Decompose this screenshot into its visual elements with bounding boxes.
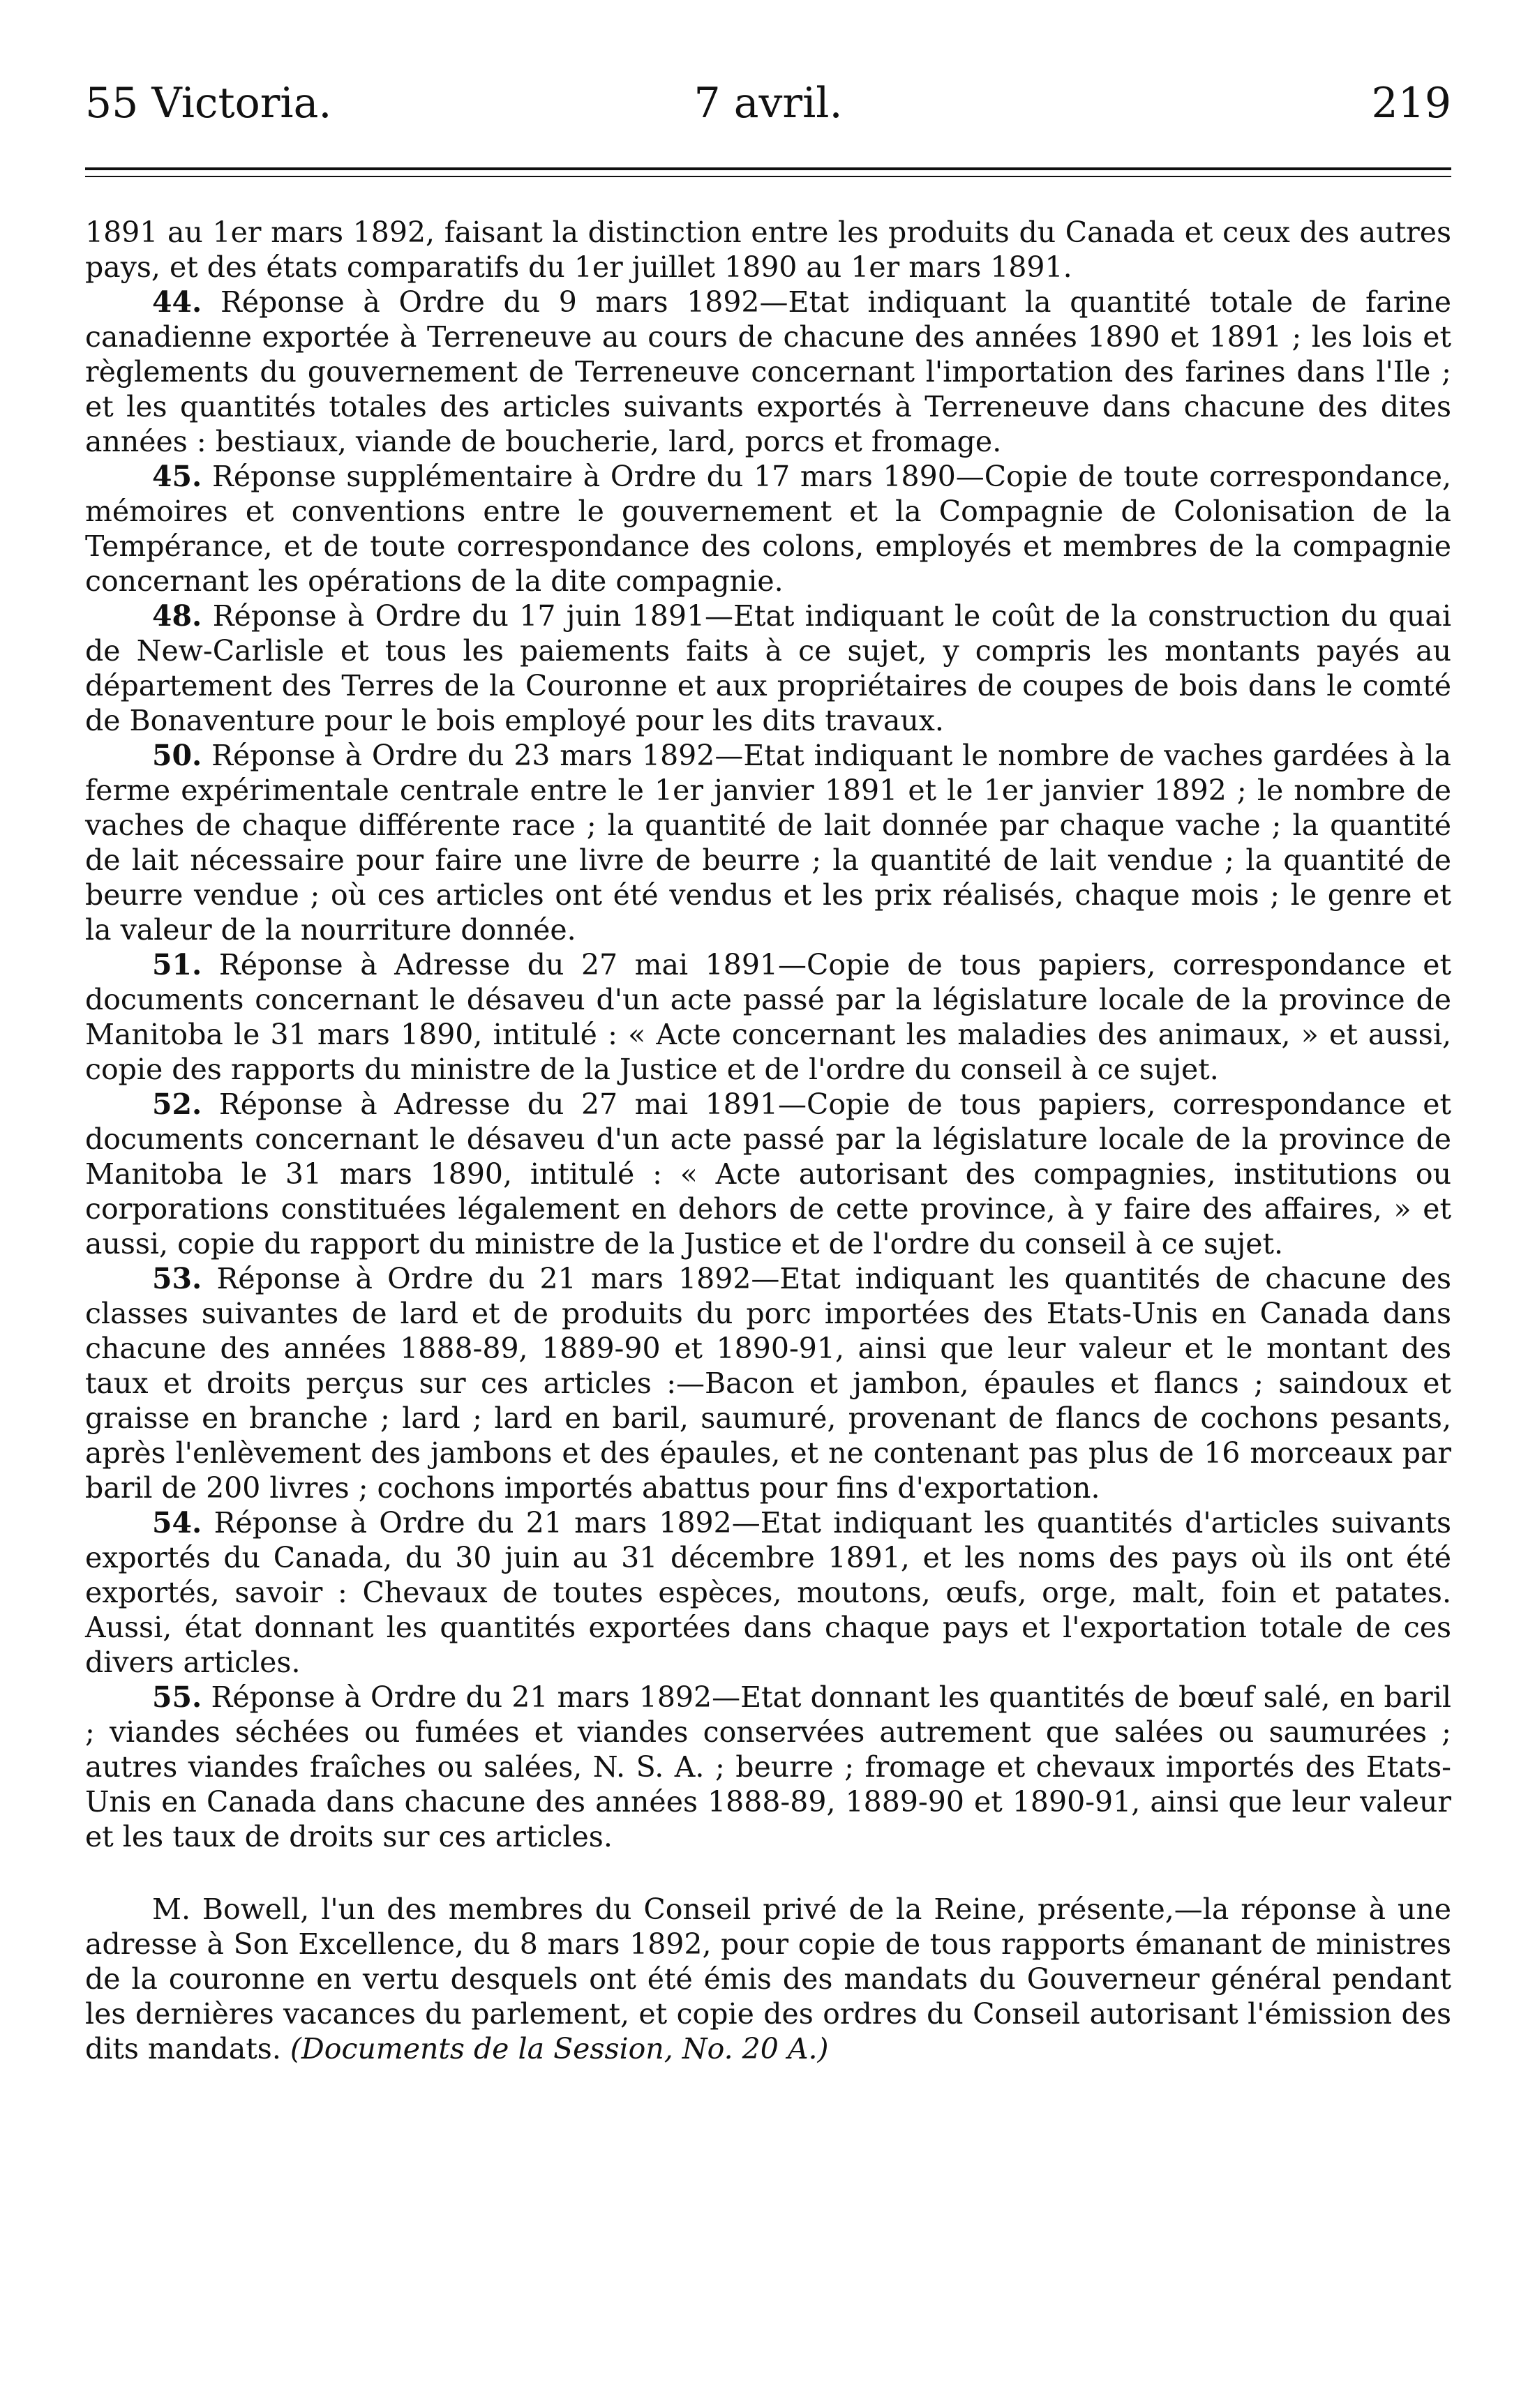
- item-number: 45.: [152, 460, 202, 493]
- item-text: Réponse à Ordre du 21 mars 1892—Etat donnant les quantités de bœuf salé, en baril ; viandes séchées ou fumées et viandes conservées autrement que salées ou saumurées ; autres viandes fraîches ou salées, N. S. A. ; beurre ; fromage et chevaux importés des Etats-Unis en Canada dans chacune des années 1888-89, 1889-90 et 1890-91, ainsi que leur valeur et les taux de droits sur ces articles.: [85, 1680, 1451, 1853]
- paragraph-item-45: [85, 459, 1451, 599]
- paragraph-item-52: [85, 1087, 1451, 1261]
- item-number: 55.: [152, 1680, 202, 1714]
- header-rule-thin: [85, 176, 1451, 177]
- item-number: 44.: [152, 285, 202, 319]
- paragraph-continuation: 1891 au 1er mars 1892, faisant la distinction entre les produits du Canada et ceux des autres pays, et des états comparatifs du 1er juillet 1890 au 1er mars 1891.: [85, 216, 1451, 284]
- item-text: Réponse supplémentaire à Ordre du 17 mars 1890—Copie de toute correspondance, mémoires et conventions entre le gouvernement et la Compagnie de Colonisation de la Tempérance, et de toute correspondance des colons, employés et membres de la compagnie concernant les opérations de la dite compagnie.: [85, 460, 1451, 598]
- item-number: 48.: [152, 599, 202, 633]
- page-header: [85, 75, 1451, 131]
- paragraph-item-53: [85, 1261, 1451, 1505]
- item-text: Réponse à Ordre du 17 juin 1891—Etat indiquant le coût de la construction du quai de New-Carlisle et tous les paiements faits à ce sujet, y compris les montants payés au département des Terres de la Couronne et aux propriétaires de coupes de bois dans le comté de Bonaventure pour le bois employé pour les dits travaux.: [85, 599, 1451, 737]
- header-rule-thick: [85, 167, 1451, 170]
- page-body: [85, 215, 1451, 2066]
- item-text: Réponse à Ordre du 21 mars 1892—Etat indiquant les quantités de chacune des classes suivantes de lard et de produits du porc importées des Etats-Unis en Canada dans chacune des années 1888-89, 1889-90 et 1890-91, ainsi que leur valeur et le montant des taux et droits perçus sur ces articles :—Bacon et jambon, épaules et flancs ; saindoux et graisse en branche ; lard ; lard en baril, saumuré, provenant de flancs de cochons pesants, après l'enlèvement des jambons et des épaules, et ne contenant pas plus de 16 morceaux par baril de 200 livres ; cochons importés abattus pour fins d'exportation.: [85, 1262, 1451, 1505]
- item-number: 52.: [152, 1088, 202, 1121]
- item-text: Réponse à Ordre du 23 mars 1892—Etat indiquant le nombre de vaches gardées à la ferme expérimentale centrale entre le 1er janvier 1891 et le 1er janvier 1892 ; le nombre de vaches de chaque différente race ; la quantité de lait donnée par chaque vache ; la quantité de lait nécessaire pour faire une livre de beurre ; la quantité de lait vendue ; la quantité de beurre vendue ; où ces articles ont été vendus et les prix réalisés, chaque mois ; le genre et la valeur de la nourriture donnée.: [85, 739, 1451, 947]
- paragraph-item-54: [85, 1505, 1451, 1680]
- closing-text: M. Bowell, l'un des membres du Conseil privé de la Reine, présente,—la réponse à une adresse à Son Excellence, du 8 mars 1892, pour copie de tous rapports émanant de ministres de la couronne en vertu desquels ont été émis des mandats du Gouverneur général pendant les dernières vacances du parlement, et copie des ordres du Conseil autorisant l'émission des dits mandats.: [85, 1892, 1451, 2065]
- header-date: 7 avril.: [694, 79, 843, 128]
- session-document-reference: (Documents de la Session, No. 20 A.): [290, 2032, 829, 2065]
- closing-paragraph: [85, 1892, 1451, 2066]
- item-text: Réponse à Adresse du 27 mai 1891—Copie de tous papiers, correspondance et documents concernant le désaveu d'un acte passé par la législature locale de la province de Manitoba le 31 mars 1890, intitulé : « Acte concernant les maladies des animaux, » et aussi, copie des rapports du ministre de la Justice et de l'ordre du conseil à ce sujet.: [85, 948, 1451, 1086]
- item-number: 50.: [152, 739, 202, 772]
- item-text: Réponse à Ordre du 9 mars 1892—Etat indiquant la quantité totale de farine canadienne exportée à Terreneuve au cours de chacune des années 1890 et 1891 ; les lois et règlements du gouvernement de Terreneuve concernant l'importation des farines dans l'Ile ; et les quantités totales des articles suivants exportés à Terreneuve dans chacune des dites années : bestiaux, viande de boucherie, lard, porcs et fromage.: [85, 285, 1451, 458]
- paragraph-item-50: [85, 738, 1451, 947]
- item-text: Réponse à Ordre du 21 mars 1892—Etat indiquant les quantités d'articles suivants exportés du Canada, du 30 juin au 31 décembre 1891, et les noms des pays où ils ont été exportés, savoir : Chevaux de toutes espèces, moutons, œufs, orge, malt, foin et patates. Aussi, état donnant les quantités exportées dans chaque pays et l'exportation totale de ces divers articles.: [85, 1506, 1451, 1679]
- paragraph-item-51: [85, 947, 1451, 1087]
- item-number: 53.: [152, 1262, 202, 1295]
- item-number: 54.: [152, 1506, 202, 1540]
- paragraph-item-48: [85, 599, 1451, 738]
- paragraph-item-55: [85, 1680, 1451, 1854]
- header-regnal-year: 55 Victoria.: [85, 79, 332, 128]
- page-number: 219: [1371, 79, 1451, 128]
- item-number: 51.: [152, 948, 202, 981]
- paragraph-item-44: [85, 285, 1451, 459]
- item-text: Réponse à Adresse du 27 mai 1891—Copie de tous papiers, correspondance et documents concernant le désaveu d'un acte passé par la législature locale de la province de Manitoba le 31 mars 1890, intitulé : « Acte autorisant des compagnies, institutions ou corporations constituées légalement en dehors de cette province, à y faire des affaires, » et aussi, copie du rapport du ministre de la Justice et de l'ordre du conseil à ce sujet.: [85, 1088, 1451, 1261]
